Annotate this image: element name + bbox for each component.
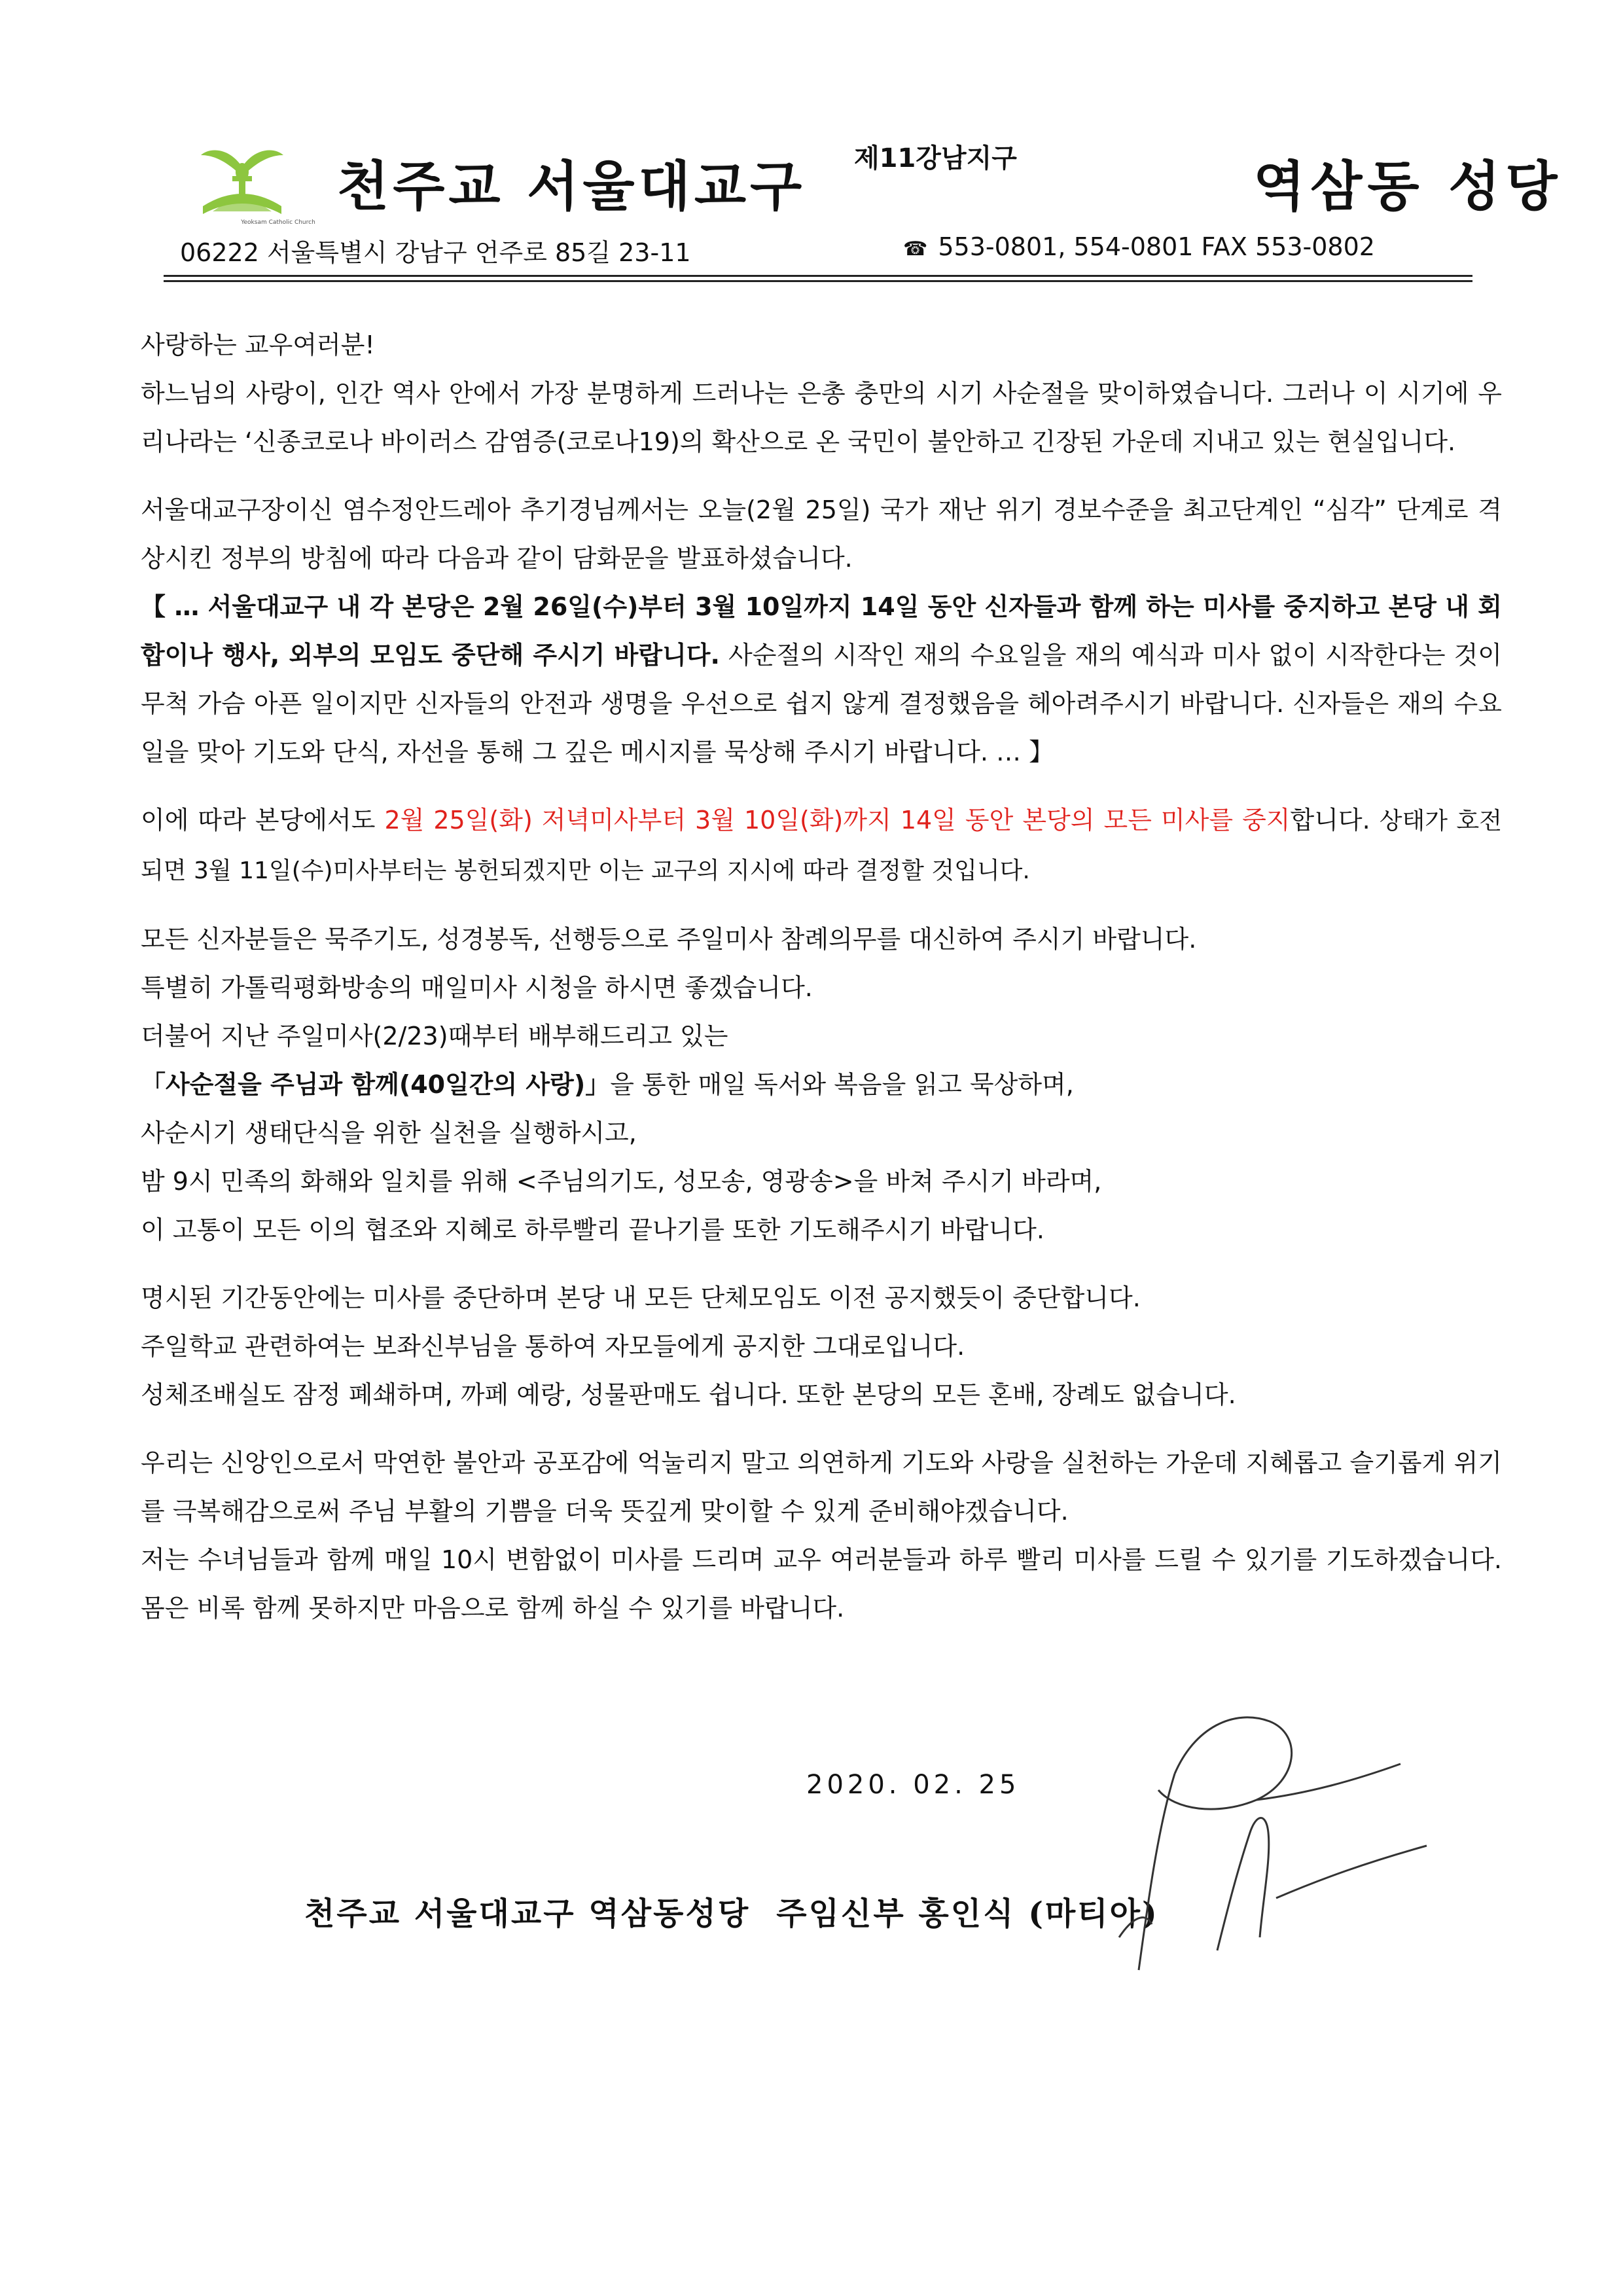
p3-mid: 합니다. bbox=[1290, 806, 1380, 834]
p3-start: 이에 따라 본당에서도 bbox=[141, 806, 385, 834]
p4-line-7: 이 고통이 모든 이의 협조와 지혜로 하루빨리 끝나기를 또한 기도해주시기 바랍니다. bbox=[141, 1215, 1044, 1244]
quote-rest: 사순절의 시작인 재의 수요일을 재의 예식과 미사 없이 시작한다는 것이 무척 가슴 아픈 일이지만 신자들의 안전과 생명을 우선으로 쉽지 않게 결정했음을 헤아려주시기 바랍니다. 신자들은 재의 수요일을 맞아 기도와 단식, 자선을 통해 그 깊은 메시지를 묵상해 주시기 바랍니다. … 】 bbox=[141, 641, 1502, 766]
handwritten-signature-icon bbox=[1060, 1702, 1453, 1983]
header-rule-top bbox=[164, 275, 1472, 277]
announcement-quote bbox=[141, 583, 1502, 776]
letter-body bbox=[141, 321, 1502, 1632]
p4-line-2: 특별히 가톨릭평화방송의 매일미사 시청을 하시면 좋겠습니다. bbox=[141, 973, 813, 1002]
parish-name: 역삼동 성당 bbox=[1253, 156, 1563, 218]
p5-line-3: 성체조배실도 잠정 폐쇄하며, 까페 예랑, 성물판매도 쉽니다. 또한 본당의 모든 혼배, 장례도 없습니다. bbox=[141, 1380, 1236, 1409]
letterhead bbox=[164, 131, 1563, 226]
paragraph-7: 저는 수녀님들과 함께 매일 10시 변함없이 미사를 드리며 교우 여러분들과 하루 빨리 미사를 드릴 수 있기를 기도하겠습니다. 몸은 비록 함께 못하지만 마음으로 함께 하실 수 있기를 바랍니다. bbox=[141, 1545, 1502, 1623]
district-label: 제11강남지구 bbox=[854, 143, 1017, 173]
quote-bold: 【 … 서울대교구 내 각 본당은 2월 26일(수)부터 3월 10일까지 14일 동안 신자들과 함께 하는 미사를 중지하고 본당 내 회합이나 행사, 외부의 모임도 중단해 주시기 바랍니다. bbox=[141, 592, 1502, 670]
lent-book-title: 「사순절을 주님과 함께(40일간의 사랑)」 bbox=[141, 1070, 611, 1099]
p4-line-6: 밤 9시 민족의 화해와 일치를 위해 <주님의기도, 성모송, 영광송>을 바쳐 주시기 바라며, bbox=[141, 1167, 1102, 1196]
letter-date: 2020. 02. 25 bbox=[806, 1770, 1020, 1800]
logo-caption: Yeoksam Catholic Church bbox=[241, 219, 315, 226]
contact-numbers: 553-0801, 554-0801 FAX 553-0802 bbox=[938, 232, 1375, 261]
p4-line-4 bbox=[141, 1060, 1502, 1109]
paragraph-1: 하느님의 사랑이, 인간 역사 안에서 가장 분명하게 드러나는 은총 충만의 시기 사순절을 맞이하였습니다. 그러나 이 시기에 우리나라는 ‘신종코로나 바이러스 감염증(코로나19)의 확산으로 온 국민이 불안하고 긴장된 가운데 지내고 있는 현실입니다. bbox=[141, 379, 1502, 456]
p5-line-1: 명시된 기간동안에는 미사를 중단하며 본당 내 모든 단체모임도 이전 공지했듯이 중단합니다. bbox=[141, 1283, 1141, 1312]
p5-line-2: 주일학교 관련하여는 보좌신부님을 통하여 자모들에게 공지한 그대로입니다. bbox=[141, 1332, 965, 1361]
address: 06222 서울특별시 강남구 언주로 85길 23-11 bbox=[180, 238, 691, 267]
signature-pastor: 주임신부 홍인식 (마티아) bbox=[776, 1895, 1159, 1932]
paragraph-2: 서울대교구장이신 염수정안드레아 추기경님께서는 오늘(2월 25일) 국가 재난 위기 경보수준을 최고단계인 “심각” 단계로 격상시킨 정부의 방침에 따라 다음과 같이 담화문을 발표하셨습니다. bbox=[141, 495, 1502, 573]
p3-note: 상태가 호전되면 3월 11일(수)미사부터는 봉헌되겠지만 이는 교구의 지시에 따라 결정할 것입니다. bbox=[141, 808, 1502, 884]
p4-book-rest: 을 통한 매일 독서와 복음을 읽고 묵상하며, bbox=[610, 1070, 1074, 1099]
greeting: 사랑하는 교우여러분! bbox=[141, 331, 375, 359]
p4-line-3: 더불어 지난 주일미사(2/23)때부터 배부해드리고 있는 bbox=[141, 1022, 728, 1050]
mass-suspension-notice: 2월 25일(화) 저녁미사부터 3월 10일(화)까지 14일 동안 본당의 모든 미사를 중지 bbox=[384, 806, 1291, 834]
telephone-icon: ☎ bbox=[903, 238, 928, 260]
p4-line-1: 모든 신자분들은 묵주기도, 성경봉독, 선행등으로 주일미사 참례의무를 대신하여 주시기 바랍니다. bbox=[141, 925, 1197, 954]
archdiocese-title: 천주교 서울대교구 bbox=[337, 156, 806, 218]
header-rule-bottom bbox=[164, 280, 1472, 282]
contact-info bbox=[903, 232, 1375, 261]
signature-org: 천주교 서울대교구 역삼동성당 bbox=[304, 1895, 751, 1932]
paragraph-6: 우리는 신앙인으로서 막연한 불안과 공포감에 억눌리지 말고 의연하게 기도와 사랑을 실천하는 가운데 지혜롭고 슬기롭게 위기를 극복해감으로써 주님 부활의 기쁨을 더욱 뜻깊게 맞이할 수 있게 준비해야겠습니다. bbox=[141, 1448, 1502, 1526]
church-logo-icon bbox=[200, 141, 285, 219]
p4-line-5: 사순시기 생태단식을 위한 실천을 실행하시고, bbox=[141, 1119, 637, 1147]
signature-line bbox=[304, 1888, 1159, 1933]
paragraph-3 bbox=[141, 796, 1502, 895]
